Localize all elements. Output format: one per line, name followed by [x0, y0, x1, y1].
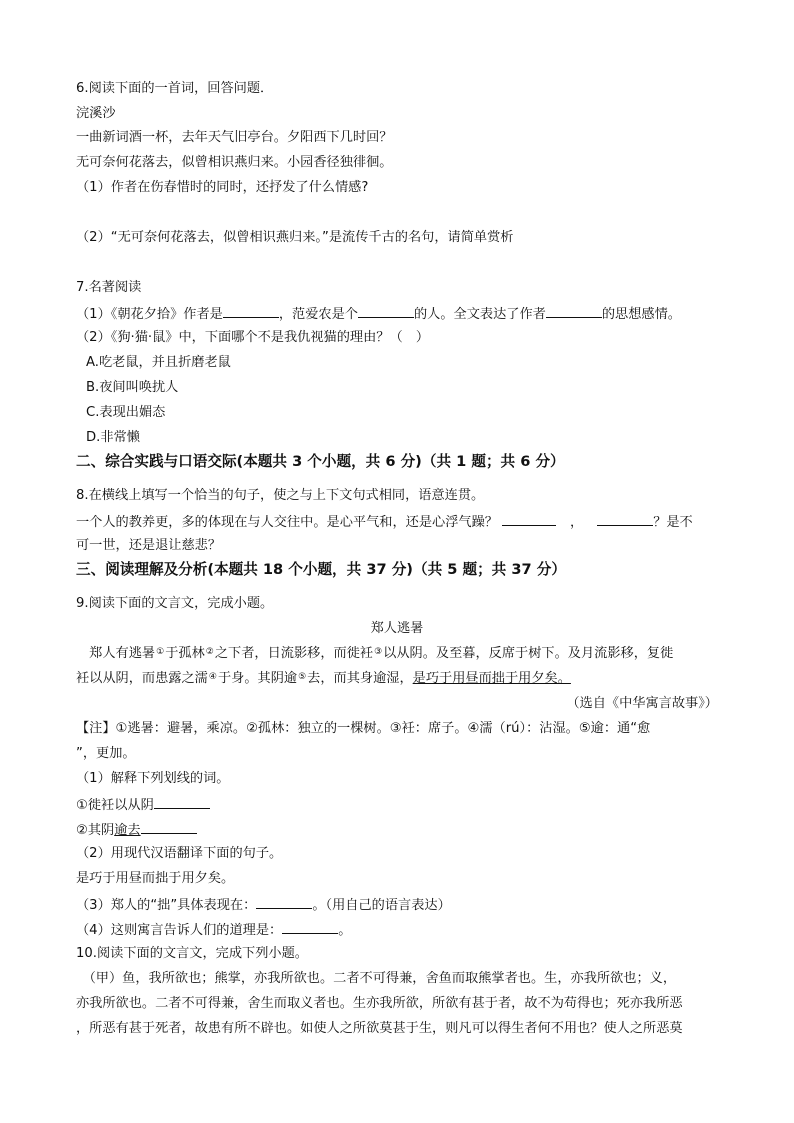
- section-3-heading: 三、阅读理解及分析(本题共 18 个小题，共 37 分)（共 5 题；共 37 分）: [76, 561, 566, 578]
- q9-note-line-2: ”，更加。: [76, 746, 136, 761]
- q7-sub1-text-a: （1）《朝花夕拾》作者是: [76, 307, 223, 322]
- q9-passage-line-2: [76, 670, 571, 688]
- q7-option-b[interactable]: B.夜间叫唤扰人: [86, 380, 179, 395]
- passage-text: 于孤林: [165, 646, 205, 661]
- item-text: （3）郑人的“拙”具体表现在：: [76, 898, 257, 913]
- q7-option-c[interactable]: C.表现出媚态: [86, 405, 166, 420]
- q9-passage-line-1: [76, 645, 673, 663]
- answer-blank[interactable]: [223, 304, 279, 318]
- q10-passage-line-1: （甲）鱼，我所欲也；熊掌，亦我所欲也。二者不可得兼，舍鱼而取熊掌者也。生，亦我所欲也；义，: [76, 971, 677, 986]
- q7-option-a[interactable]: A.吃老鼠，并且折磨老鼠: [86, 355, 231, 370]
- section-2-heading: 二、综合实践与口语交际(本题共 3 个小题，共 6 分)（共 1 题；共 6 分）: [76, 453, 565, 470]
- q9-sub1-item-b: [76, 820, 197, 840]
- q10-intro: 10.阅读下面的文言文，完成下列小题。: [76, 946, 308, 961]
- q9-sub-question-3: [76, 895, 451, 915]
- item-text: 。: [338, 923, 352, 938]
- answer-blank[interactable]: [256, 895, 312, 909]
- q7-intro: 7.名著阅读: [76, 280, 142, 295]
- underlined-word: 逾去: [114, 823, 141, 838]
- q6-poem-line-1: 一曲新词酒一杯，去年天气旧亭台。夕阳西下几时回？: [76, 130, 393, 145]
- q6-poem-line-2: 无可奈何花落去，似曾相识燕归来。小园香径独徘徊。: [76, 155, 393, 170]
- q8-line1-text-b: ，: [570, 515, 584, 530]
- footnote-marker: ③: [374, 647, 383, 657]
- q10-passage-line-3: ，所恶有甚于死者，故患有所不辟也。如使人之所欲莫甚于生，则凡可以得生者何不用也？使人之所恶莫: [76, 1021, 683, 1036]
- q9-sub-question-2: （2）用现代汉语翻译下面的句子。: [76, 846, 283, 861]
- q7-option-d[interactable]: D.非常懒: [86, 430, 140, 445]
- q10-passage-line-2: 亦我所欲也。二者不可得兼，舍生而取义者也。生亦我所欲，所欲有甚于者，故不为苟得也；死亦我所恶: [76, 996, 683, 1011]
- q6-sub-question-1: （1）作者在伤春惜时的同时，还抒发了什么情感?: [76, 180, 369, 195]
- q7-sub-question-2: （2）《狗·猫·鼠》中，下面哪个不是我仇视猫的理由？（ ）: [76, 330, 430, 345]
- answer-blank[interactable]: [141, 820, 197, 834]
- q9-sub1-item-a: [76, 795, 210, 815]
- item-text: 。（用自己的语言表达）: [312, 898, 451, 913]
- q9-sub2-sentence: 是巧于用昼而拙于用夕矣。: [76, 871, 235, 886]
- underlined-sentence: 是巧于用昼而拙于用夕矣。: [412, 671, 571, 686]
- answer-blank[interactable]: [546, 304, 602, 318]
- answer-blank[interactable]: [597, 512, 653, 526]
- q8-line-2: 可一世，还是退让慈悲？: [76, 538, 222, 553]
- q9-note-line-1: 【注】①逃暑：避暑，乘凉。②孤林：独立的一棵树。③衽：席子。④濡（rú）：沾湿。⑤逾：通“愈: [76, 721, 651, 736]
- passage-text: 于身。其阴逾: [217, 671, 298, 686]
- passage-text: 郑人有逃暑: [76, 646, 156, 661]
- q8-line-1: [76, 512, 693, 532]
- answer-blank[interactable]: [154, 795, 210, 809]
- q6-sub-question-2: （2）“无可奈何花落去，似曾相识燕归来。”是流传千古的名句，请简单赏析: [76, 230, 514, 245]
- q9-intro: 9.阅读下面的文言文，完成小题。: [76, 596, 274, 611]
- q7-sub1-text-c: 的人。全文表达了作者: [413, 307, 546, 322]
- item-text: （4）这则寓言告诉人们的道理是：: [76, 923, 283, 938]
- q8-line1-text-c: ？是不: [653, 515, 693, 530]
- answer-blank[interactable]: [282, 920, 338, 934]
- q9-sub-question-1: （1）解释下列划线的词。: [76, 771, 230, 786]
- q9-passage-title: 郑人逃暑: [370, 621, 424, 636]
- q6-poem-title: 浣溪沙: [76, 106, 116, 121]
- passage-text: 衽以从阴，而患露之濡: [76, 671, 208, 686]
- footnote-marker: ①: [156, 647, 165, 657]
- passage-text: 以从阴。及至暮，反席于树下。及月流影移，复徙: [383, 646, 674, 661]
- item-text: ①徙衽以从阴: [76, 798, 154, 813]
- passage-text: 去，而其身逾湿，: [307, 671, 413, 686]
- q8-line1-text-a: 一个人的教养更，多的体现在与人交往中。是心平气和，还是心浮气躁？: [76, 515, 498, 530]
- answer-blank[interactable]: [358, 304, 414, 318]
- answer-blank[interactable]: [502, 512, 556, 526]
- q7-sub1-text-d: 的思想感情。: [601, 307, 681, 322]
- footnote-marker: ④: [208, 672, 217, 682]
- q9-source: （选自《中华寓言故事》）: [566, 696, 718, 711]
- footnote-marker: ②: [205, 647, 214, 657]
- q7-sub1-text-b: ，范爱农是个: [278, 307, 358, 322]
- footnote-marker: ⑤: [298, 672, 307, 682]
- passage-text: 之下者，日流影移，而徙衽: [214, 646, 374, 661]
- q9-sub-question-4: [76, 920, 351, 940]
- q7-sub-question-1: [76, 304, 681, 324]
- q8-intro: 8.在横线上填写一个恰当的句子，使之与上下文句式相同，语意连贯。: [76, 488, 485, 503]
- q6-intro: 6.阅读下面的一首词，回答问题．: [76, 81, 274, 96]
- item-text: ②其阴: [76, 823, 115, 838]
